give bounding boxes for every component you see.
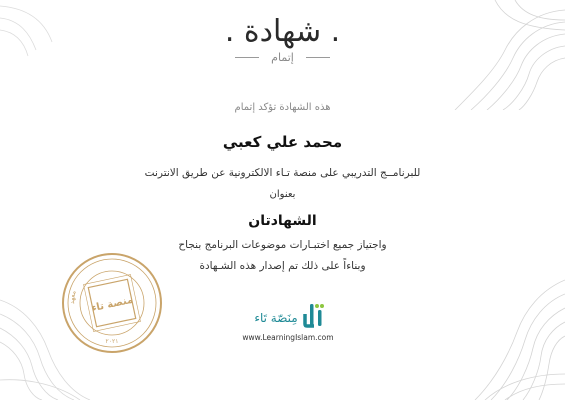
program-description: للبرنامــج التدريبي على منصة تـاء الالكترونية عن طريق الانترنت: [144, 167, 421, 179]
corner-wave-decoration: [445, 270, 565, 400]
seal-number: ٢٠٢١: [105, 338, 119, 345]
seal-center-text: منصة تاء: [90, 294, 135, 315]
passing-statement: واجتياز جميع اختبـارات موضوعات البرنامج بنجاح: [178, 239, 387, 251]
confirmation-text: هذه الشهادة تؤكد إتمام: [234, 102, 331, 113]
logo-mark-icon: [305, 304, 324, 326]
course-name: الشهادتان: [248, 213, 317, 229]
titled-label: بعنوان: [269, 189, 296, 200]
certificate-subtitle: إتمام: [271, 51, 294, 64]
issuance-statement: وبناءاً على ذلك تم إصدار هذه الشـهادة: [199, 260, 366, 272]
divider-line: [235, 57, 259, 58]
subtitle-row: [0, 51, 565, 64]
certificate-title: . شهادة .: [224, 14, 341, 49]
divider-line: [306, 57, 330, 58]
recipient-name: محمد علي كعبي: [222, 133, 343, 151]
gold-seal-stamp: [60, 251, 164, 355]
seal-ring-text: معهد: [67, 289, 78, 305]
website-url: www.LearningIslam.com: [242, 333, 334, 342]
logo-wordmark: مِنَصّة تَاء: [254, 311, 298, 325]
platform-logo: [248, 300, 328, 330]
